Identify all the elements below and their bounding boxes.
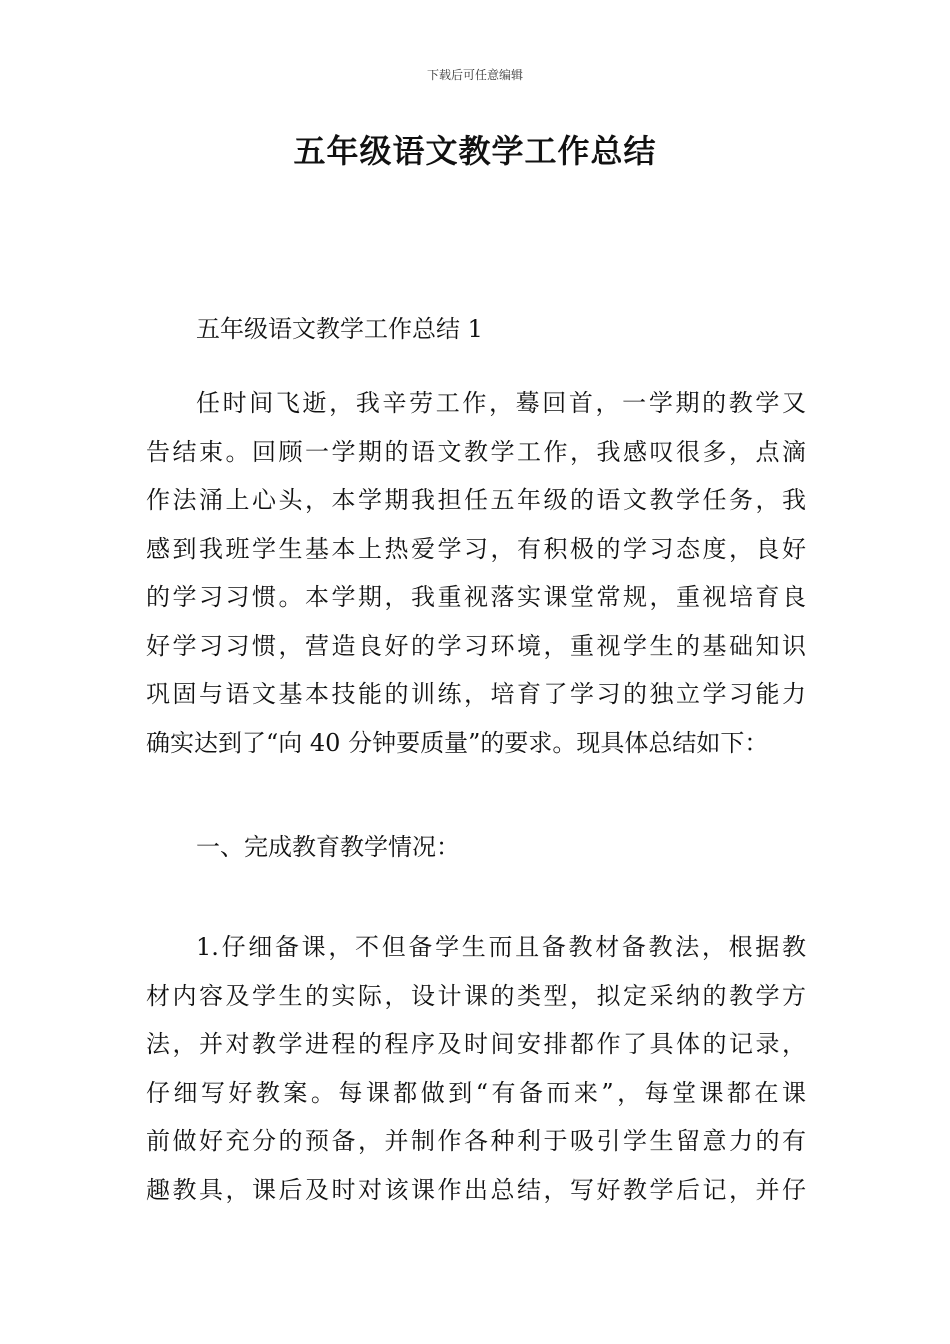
paragraph-line: 任时间飞逝，我辛劳工作，蓦回首，一学期的教学又: [196, 389, 806, 417]
paragraph-line: 告结束。回顾一学期的语文教学工作，我感叹很多，点滴: [146, 437, 806, 466]
paragraph-1: [146, 379, 806, 767]
paragraph-2: [146, 923, 806, 1214]
paragraph-line: 巩固与语文基本技能的训练，培育了学习的独立学习能力: [146, 680, 806, 708]
paragraph-line: 感到我班学生基本上热爱学习，有积极的学习态度，良好: [146, 534, 806, 563]
paragraph-line: 确实达到了“向 40 分钟要质量”的要求。现具体总结如下：: [146, 728, 769, 757]
paragraph-line: 的学习习惯。本学期，我重视落实课堂常规，重视培育良: [146, 583, 806, 611]
paragraph-line: 仔细写好教案。每课都做到“有备而来”，每堂课都在课: [146, 1078, 806, 1107]
subtitle: 五年级语文教学工作总结 1: [196, 315, 483, 343]
section-heading-1: 一、完成教育教学情况：: [196, 833, 460, 861]
paragraph-line: 法，并对教学进程的程序及时间安排都作了具体的记录，: [146, 1030, 806, 1058]
paragraph-line: 作法涌上心头，本学期我担任五年级的语文教学任务，我: [146, 486, 806, 514]
header-note: 下载后可任意编辑: [426, 68, 523, 82]
paragraph-line: 前做好充分的预备，并制作各种利于吸引学生留意力的有: [146, 1127, 806, 1155]
paragraph-line: 趣教具，课后及时对该课作出总结，写好教学后记，并仔: [146, 1175, 806, 1204]
paragraph-line: 材内容及学生的实际，设计课的类型，拟定采纳的教学方: [146, 981, 806, 1010]
document-title: 五年级语文教学工作总结: [293, 132, 657, 170]
paragraph-line: 好学习习惯，营造良好的学习环境，重视学生的基础知识: [146, 631, 806, 660]
paragraph-line: 1.仔细备课，不但备学生而且备教材备教法，根据教: [196, 933, 806, 961]
